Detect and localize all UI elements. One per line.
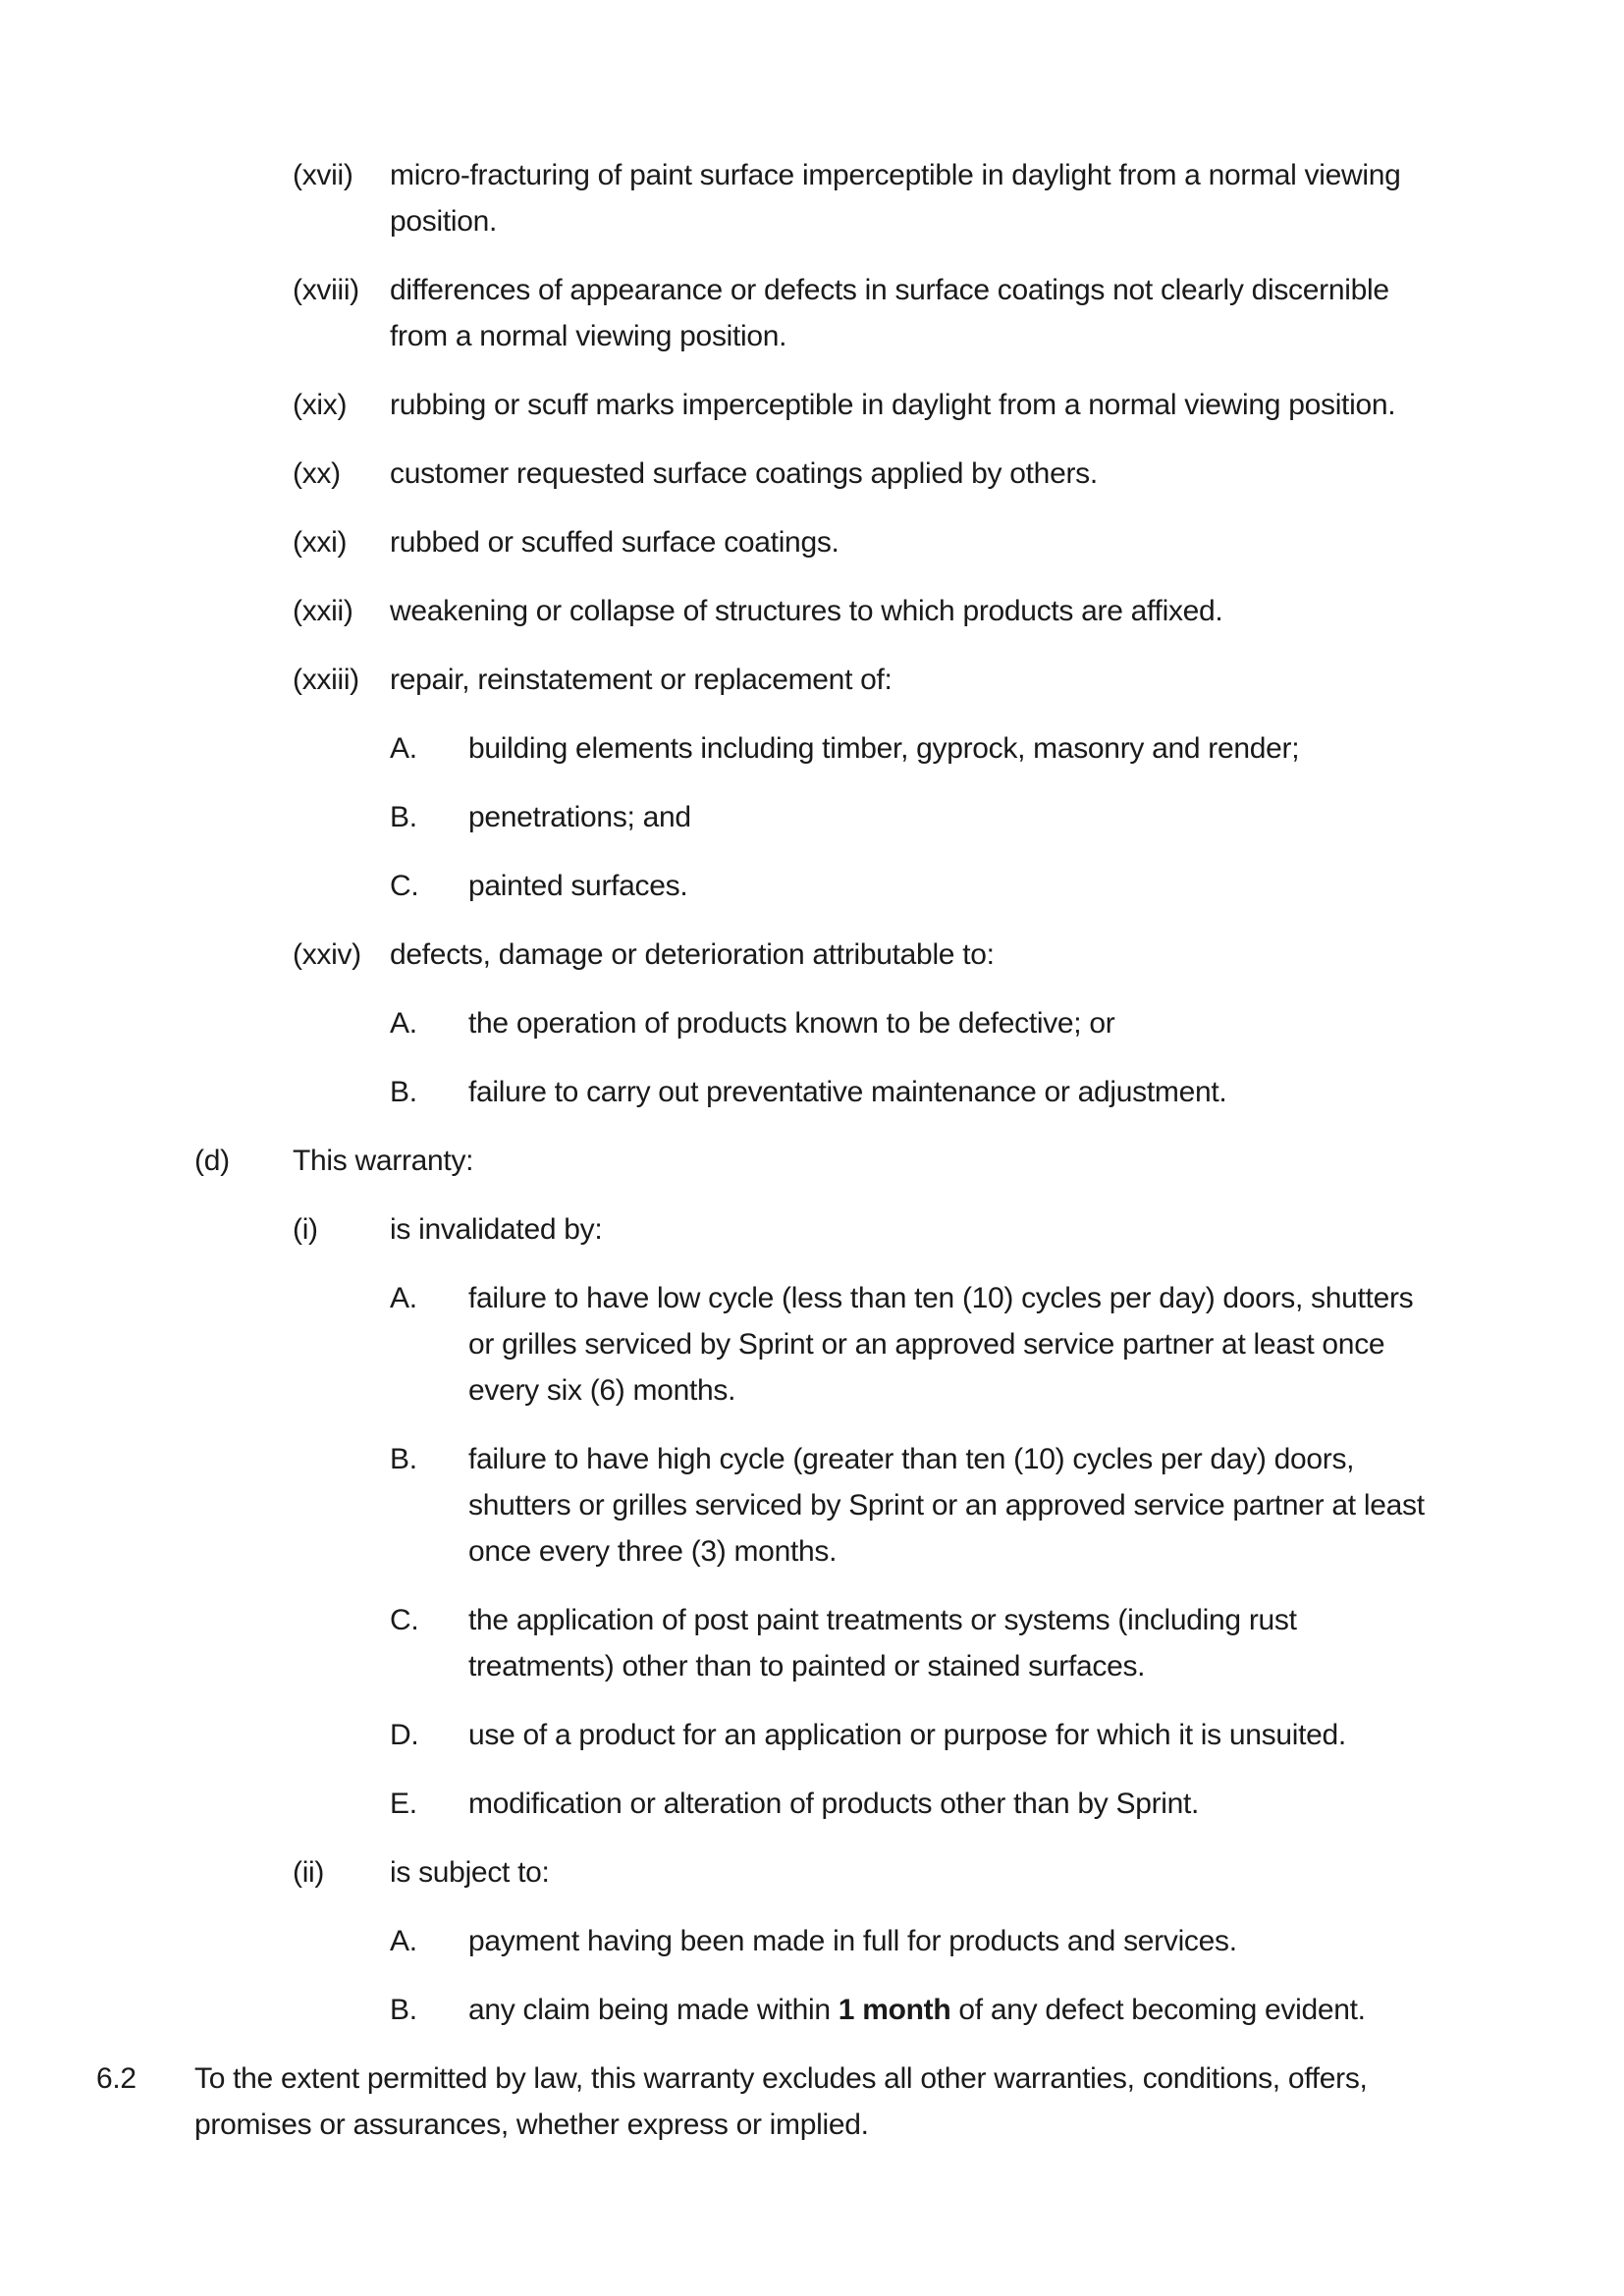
item-text: defects, damage or deterioration attributable to:	[390, 938, 995, 971]
sub-item-label: A.	[390, 1007, 417, 1040]
item-label: (xviii)	[293, 274, 359, 306]
item-label: (xix)	[293, 389, 348, 421]
item-text: is subject to:	[390, 1856, 550, 1889]
item-label: (xxii)	[293, 595, 353, 627]
item-label: (xxiv)	[293, 938, 361, 971]
item-text: weakening or collapse of structures to which products are affixed.	[390, 595, 1223, 627]
item-label: (xx)	[293, 457, 341, 490]
item-text: differences of appearance or defects in surface coatings not clearly discernible	[390, 274, 1389, 306]
sub-item-label: C.	[390, 1604, 419, 1636]
item-text: micro-fracturing of paint surface imperceptible in daylight from a normal viewing	[390, 159, 1401, 191]
sub-item-text: building elements including timber, gyprock, masonry and render;	[468, 732, 1300, 765]
sub-item-text: penetrations; and	[468, 801, 691, 833]
bold-emphasis: 1 month	[838, 1994, 951, 2026]
sub-item-text: the application of post paint treatments or systems (including rust	[468, 1604, 1297, 1636]
sub-item-text: shutters or grilles serviced by Sprint or an approved service partner at least	[468, 1489, 1425, 1522]
item-label: (ii)	[293, 1856, 325, 1889]
text-segment: any claim being made within	[468, 1994, 839, 2026]
sub-item-label: A.	[390, 732, 417, 765]
item-text: customer requested surface coatings applied by others.	[390, 457, 1098, 490]
sub-item-text: treatments) other than to painted or stained surfaces.	[468, 1650, 1146, 1682]
section-text: To the extent permitted by law, this warranty excludes all other warranties, conditions, offers,	[194, 2062, 1368, 2095]
item-label: (xxi)	[293, 526, 348, 559]
sub-item-text: use of a product for an application or purpose for which it is unsuited.	[468, 1719, 1346, 1751]
clause-text: This warranty:	[293, 1145, 474, 1177]
sub-item-text: payment having been made in full for products and services.	[468, 1925, 1237, 1957]
item-text: is invalidated by:	[390, 1213, 603, 1246]
sub-item-text: failure to have high cycle (greater than ten (10) cycles per day) doors,	[468, 1443, 1355, 1475]
sub-item-text: failure to have low cycle (less than ten (10) cycles per day) doors, shutters	[468, 1282, 1414, 1314]
sub-item-text: modification or alteration of products other than by Sprint.	[468, 1788, 1200, 1820]
sub-item-label: D.	[390, 1719, 419, 1751]
clause-label: (d)	[194, 1145, 230, 1177]
sub-item-text: once every three (3) months.	[468, 1535, 838, 1568]
section-text: promises or assurances, whether express or implied.	[194, 2109, 869, 2141]
item-label: (xxiii)	[293, 664, 359, 696]
section-number: 6.2	[96, 2062, 136, 2095]
sub-item-label: A.	[390, 1925, 417, 1957]
sub-item-label: B.	[390, 1443, 417, 1475]
item-text: position.	[390, 205, 498, 238]
sub-item-text: painted surfaces.	[468, 870, 688, 902]
item-label: (xvii)	[293, 159, 353, 191]
text-segment: of any defect becoming evident.	[950, 1994, 1366, 2026]
sub-item-text: the operation of products known to be defective; or	[468, 1007, 1115, 1040]
item-text: rubbing or scuff marks imperceptible in daylight from a normal viewing position.	[390, 389, 1396, 421]
item-label: (i)	[293, 1213, 318, 1246]
sub-item-label: B.	[390, 1994, 417, 2026]
sub-item-label: C.	[390, 870, 419, 902]
sub-item-label: E.	[390, 1788, 417, 1820]
sub-item-text: or grilles serviced by Sprint or an approved service partner at least once	[468, 1328, 1385, 1361]
sub-item-text	[468, 1987, 1366, 2033]
sub-item-label: B.	[390, 801, 417, 833]
sub-item-label: A.	[390, 1282, 417, 1314]
sub-item-text: every six (6) months.	[468, 1374, 736, 1407]
item-text: from a normal viewing position.	[390, 320, 787, 352]
item-text: rubbed or scuffed surface coatings.	[390, 526, 839, 559]
sub-item-label: B.	[390, 1076, 417, 1108]
sub-item-text: failure to carry out preventative maintenance or adjustment.	[468, 1076, 1227, 1108]
item-text: repair, reinstatement or replacement of:	[390, 664, 893, 696]
